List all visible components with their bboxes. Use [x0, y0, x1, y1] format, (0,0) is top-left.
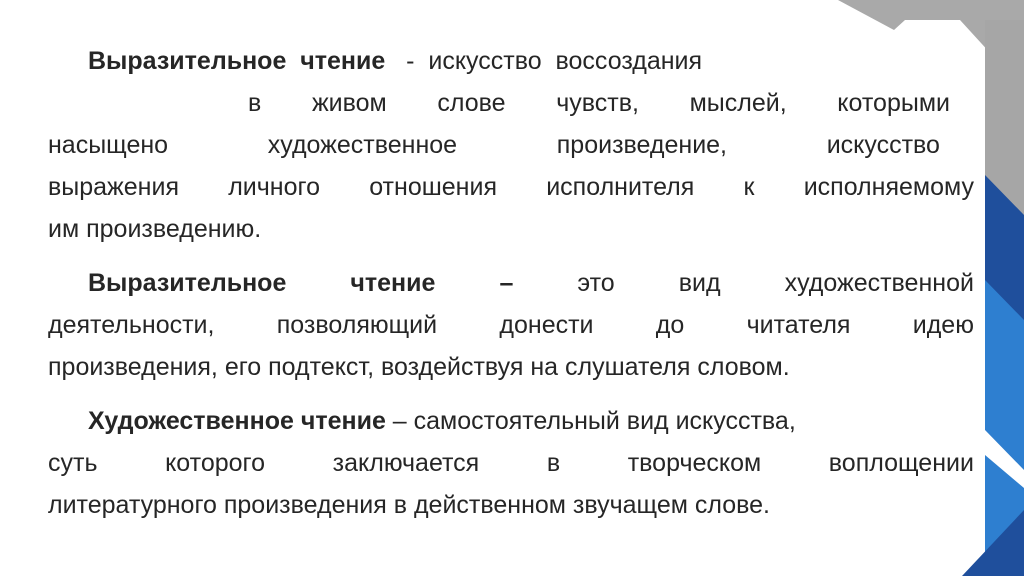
word: живом: [311, 89, 387, 117]
p3-line3: литературного произведения в действенном звучащем слове.: [48, 491, 770, 519]
p2-term-word: Выразительное: [88, 269, 287, 297]
slide-body-text: [48, 40, 974, 526]
p1-line4: [48, 166, 974, 208]
word: творческом: [627, 449, 762, 477]
p2-term-word: чтение: [350, 269, 436, 297]
word: художественной: [784, 269, 974, 297]
word: суть: [48, 449, 98, 477]
p3-line2: [48, 442, 974, 484]
p3-term: Художественное чтение: [88, 407, 386, 435]
p2-dash: –: [499, 269, 514, 297]
word: позволяющий: [276, 311, 438, 339]
p1-line1-rest: - искусство воссоздания: [406, 47, 703, 75]
word: донести: [499, 311, 594, 339]
p1-line3: [48, 124, 974, 166]
p3-line1-rest: – самостоятельный вид искусства,: [385, 407, 796, 435]
word: которыми: [837, 89, 950, 117]
p1-line2: [48, 82, 974, 124]
word: в: [546, 449, 561, 477]
word: это: [577, 269, 615, 297]
word: личного: [228, 173, 320, 201]
word: исполнителя: [546, 173, 695, 201]
word: идею: [912, 311, 974, 339]
p2-line3: произведения, его подтекст, воздействуя на слушателя словом.: [48, 353, 790, 381]
word: чувств,: [556, 89, 639, 117]
word: выражения: [48, 173, 179, 201]
p1-line5: им произведению.: [48, 215, 262, 243]
word: отношения: [369, 173, 497, 201]
p3-line1: [48, 400, 974, 442]
word: к: [743, 173, 755, 201]
p2-line2: [48, 304, 974, 346]
p1-term: Выразительное чтение: [88, 47, 386, 75]
word: деятельности,: [48, 311, 215, 339]
p1-line1: [48, 40, 974, 82]
word: воплощении: [828, 449, 974, 477]
word: до: [655, 311, 685, 339]
word: мыслей,: [689, 89, 787, 117]
word: исполняемому: [803, 173, 974, 201]
p2-line1: [48, 262, 974, 304]
word: насыщено: [48, 131, 169, 159]
word: искусство: [826, 131, 940, 159]
word: вид: [678, 269, 721, 297]
word: которого: [165, 449, 266, 477]
word: в: [248, 89, 262, 117]
word: произведение,: [556, 131, 728, 159]
word: заключается: [332, 449, 480, 477]
word: читателя: [746, 311, 851, 339]
word: слове: [437, 89, 506, 117]
word: художественное: [267, 131, 458, 159]
